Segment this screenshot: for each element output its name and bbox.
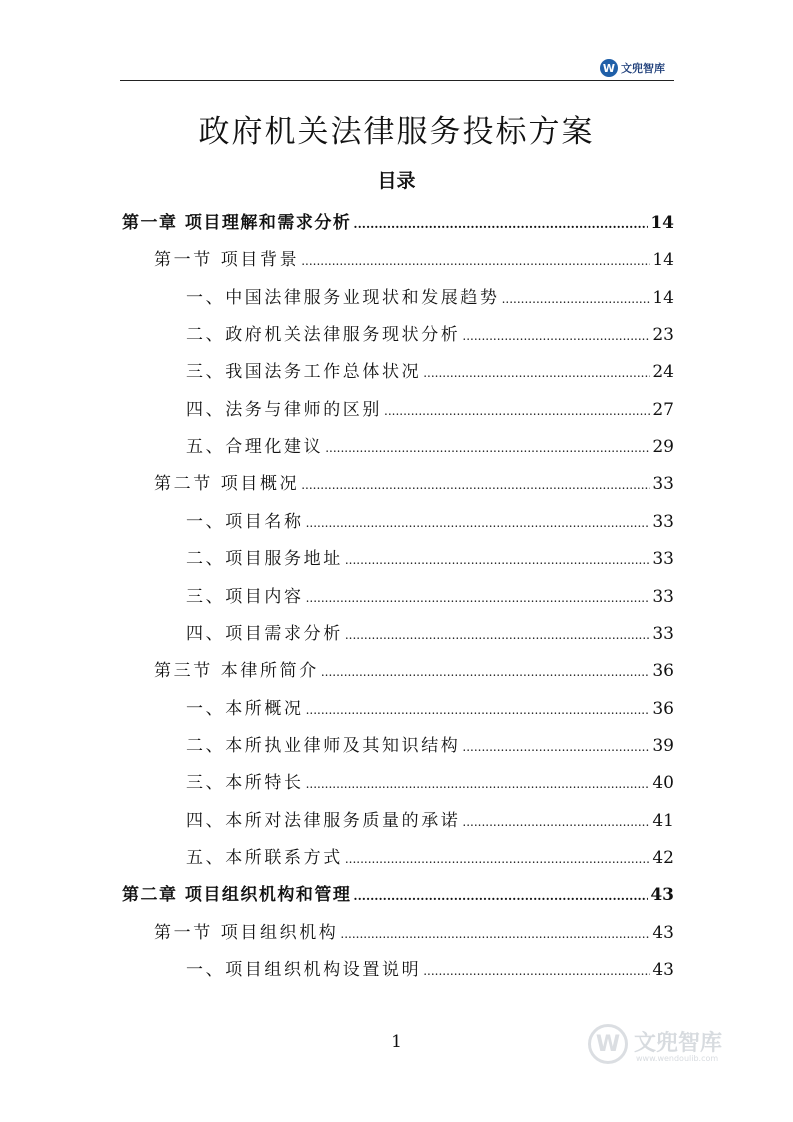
brand-name: 文兜智库 xyxy=(621,62,665,75)
toc-entry-page: 14 xyxy=(650,213,674,233)
toc-leader-dots xyxy=(462,322,650,349)
toc-entry-page: 36 xyxy=(652,661,674,682)
toc-subsection-entry[interactable] xyxy=(186,509,674,535)
toc-entry-page: 42 xyxy=(652,847,674,868)
toc-subsection-entry[interactable] xyxy=(186,733,674,759)
toc-leader-dots xyxy=(325,434,650,461)
toc-leader-dots xyxy=(353,210,648,237)
toc-leader-dots xyxy=(384,397,650,424)
toc-leader-dots xyxy=(345,845,651,872)
toc-entry-label: 二、本所执业律师及其知识结构 xyxy=(186,735,461,756)
toc-leader-dots xyxy=(321,658,651,685)
toc-entry-page: 43 xyxy=(652,960,674,980)
toc-leader-dots xyxy=(462,808,650,835)
toc-chapter-entry[interactable] xyxy=(122,210,674,236)
brand-logo-icon: W xyxy=(600,59,618,77)
toc-leader-dots xyxy=(340,920,650,947)
toc-leader-dots xyxy=(306,696,651,723)
toc-subsection-entry[interactable] xyxy=(186,584,674,610)
toc-leader-dots xyxy=(353,882,648,909)
document-title: 政府机关法律服务投标方案 xyxy=(198,114,595,150)
toc-entry-page: 24 xyxy=(652,362,674,383)
toc-leader-dots xyxy=(345,621,651,648)
toc-entry-label: 第三节 本律所简介 xyxy=(154,661,319,682)
toc-entry-page: 33 xyxy=(652,623,674,644)
toc-entry-label: 第二节 项目概况 xyxy=(154,474,300,495)
toc-entry-page: 23 xyxy=(652,325,674,346)
toc-section-entry[interactable] xyxy=(154,920,674,946)
toc-entry-page: 43 xyxy=(652,922,674,943)
toc-entry-label: 五、本所联系方式 xyxy=(186,847,343,868)
toc-subsection-entry[interactable] xyxy=(186,322,674,348)
toc-entry-label: 一、本所概况 xyxy=(186,698,304,719)
toc-leader-dots xyxy=(306,770,651,797)
toc-subsection-entry[interactable] xyxy=(186,546,674,572)
toc-section-entry[interactable] xyxy=(154,471,674,497)
toc-leader-dots xyxy=(301,247,650,274)
toc-subsection-entry[interactable] xyxy=(186,808,674,834)
toc-entry-page: 41 xyxy=(652,810,674,831)
toc-entry-label: 第一节 项目背景 xyxy=(154,250,300,271)
toc-entry-page: 33 xyxy=(652,474,674,495)
toc-entry-label: 一、项目名称 xyxy=(186,511,304,532)
toc-section-entry[interactable] xyxy=(154,658,674,684)
toc-entry-page: 27 xyxy=(652,399,674,420)
toc-entry-label: 四、项目需求分析 xyxy=(186,623,343,644)
toc-entry-label: 第一章 项目理解和需求分析 xyxy=(122,213,352,233)
toc-section-entry[interactable] xyxy=(154,247,674,273)
watermark-logo-icon: W xyxy=(588,1024,628,1064)
toc-subsection-entry[interactable] xyxy=(186,845,674,871)
toc-entry-page: 40 xyxy=(652,773,674,794)
toc-leader-dots xyxy=(502,285,651,312)
toc-entry-label: 二、政府机关法律服务现状分析 xyxy=(186,325,461,346)
toc-entry-page: 33 xyxy=(652,511,674,532)
toc-entry-label: 五、合理化建议 xyxy=(186,437,324,458)
toc-leader-dots xyxy=(462,733,650,760)
toc-entry-page: 14 xyxy=(652,287,674,308)
toc-entry-label: 第二章 项目组织机构和管理 xyxy=(122,885,352,906)
toc-entry-label: 第一节 项目组织机构 xyxy=(154,922,339,943)
toc-entry-page: 29 xyxy=(652,437,674,458)
toc-subsection-entry[interactable] xyxy=(186,696,674,722)
toc-entry-page: 33 xyxy=(652,586,674,607)
toc-leader-dots xyxy=(345,546,651,573)
toc-entry-page: 43 xyxy=(650,885,674,906)
toc-entry-label: 二、项目服务地址 xyxy=(186,549,343,570)
page-number: 1 xyxy=(391,1032,402,1052)
toc-entry-label: 三、项目内容 xyxy=(186,586,304,607)
toc-subsection-entry[interactable] xyxy=(186,621,674,647)
toc-entry-page: 39 xyxy=(652,735,674,756)
toc-subsection-entry[interactable] xyxy=(186,434,674,460)
toc-subsection-entry[interactable] xyxy=(186,397,674,423)
toc-entry-label: 三、本所特长 xyxy=(186,773,304,794)
watermark xyxy=(588,1022,748,1072)
toc-entry-label: 一、项目组织机构设置说明 xyxy=(186,960,422,980)
toc-entry-label: 四、法务与律师的区别 xyxy=(186,399,382,420)
toc-leader-dots xyxy=(423,957,650,984)
toc-heading: 目录 xyxy=(377,170,416,192)
toc-leader-dots xyxy=(423,359,650,386)
toc-subsection-entry[interactable] xyxy=(186,770,674,796)
toc-leader-dots xyxy=(306,584,651,611)
toc-leader-dots xyxy=(306,509,651,536)
toc-leader-dots xyxy=(301,471,650,498)
toc-subsection-entry[interactable] xyxy=(186,957,674,983)
watermark-name: 文兜智库 xyxy=(634,1031,723,1056)
watermark-url: www.wendoulib.com xyxy=(636,1054,719,1063)
toc-entry-label: 三、我国法务工作总体状况 xyxy=(186,362,422,383)
toc-chapter-entry[interactable] xyxy=(122,882,674,908)
header-rule xyxy=(120,80,674,81)
brand-logo xyxy=(600,58,665,78)
toc-entry-label: 四、本所对法律服务质量的承诺 xyxy=(186,810,461,831)
toc-subsection-entry[interactable] xyxy=(186,359,674,385)
toc-entry-label: 一、中国法律服务业现状和发展趋势 xyxy=(186,287,500,308)
toc-entry-page: 14 xyxy=(652,250,674,271)
toc-entry-page: 33 xyxy=(652,549,674,570)
toc-subsection-entry[interactable] xyxy=(186,285,674,311)
toc-entry-page: 36 xyxy=(652,698,674,719)
